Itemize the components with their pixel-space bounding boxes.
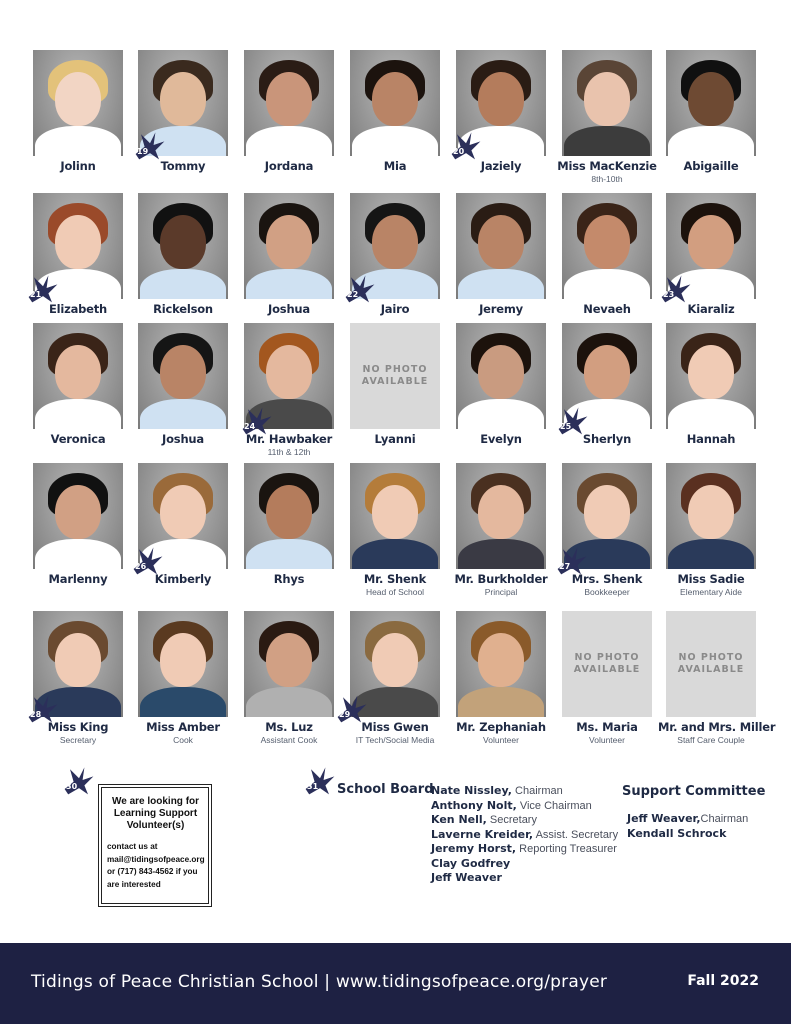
no-photo-placeholder (666, 611, 756, 717)
no-photo-label: NO PHOTO AVAILABLE (573, 652, 641, 675)
person-card (658, 463, 764, 597)
person-name: Kiaraliz (687, 302, 735, 316)
person-name: Jairo (380, 302, 410, 316)
person-card (448, 611, 554, 745)
person-name: Sherlyn (582, 432, 632, 446)
person-role: Principal (484, 587, 518, 597)
portrait-face (372, 633, 418, 687)
day-number: 26 (135, 562, 147, 571)
footer-school-url: Tidings of Peace Christian School | www.tidingsofpeace.org/prayer (31, 972, 608, 992)
member-row (431, 828, 618, 843)
person-role: Head of School (365, 587, 425, 597)
person-card (448, 463, 554, 597)
member-row (627, 827, 748, 842)
day-number: 29 (339, 710, 351, 719)
portrait-face (478, 345, 524, 399)
member-name: Nate Nissley, (431, 784, 512, 797)
person-name: Jordana (264, 159, 314, 173)
portrait-shirt (140, 399, 226, 429)
portrait-photo (350, 463, 440, 569)
dove-icon (302, 762, 338, 798)
portrait-face (584, 72, 630, 126)
day-number: 24 (244, 422, 256, 431)
person-name: Miss King (47, 720, 109, 734)
volunteer-heading: We are looking for Learning Support Volunteer(s) (111, 796, 200, 831)
person-name: Joshua (268, 302, 310, 316)
person-role: Assistant Cook (260, 735, 318, 745)
day-number: 30 (66, 782, 78, 791)
person-card (130, 323, 236, 446)
member-row (431, 857, 618, 872)
portrait-shirt (140, 269, 226, 299)
contact-line: are interested (107, 879, 161, 889)
portrait-face (160, 72, 206, 126)
portrait-face (266, 485, 312, 539)
portrait-photo (456, 611, 546, 717)
member-name: Jeff Weaver (431, 871, 502, 884)
member-name: Laverne Kreider, (431, 827, 534, 841)
person-name: Mr. Shenk (363, 572, 427, 586)
person-name: Elizabeth (48, 302, 108, 316)
person-card (658, 323, 764, 446)
person-card (658, 611, 776, 745)
portrait-face (160, 345, 206, 399)
portrait-shirt (564, 269, 650, 299)
dove-icon (61, 762, 97, 798)
portrait-face (55, 633, 101, 687)
person-card (236, 50, 342, 173)
portrait-shirt (246, 269, 332, 299)
footer-banner (0, 943, 791, 1024)
person-name: Miss MacKenzie (557, 159, 657, 173)
person-name: Hannah (686, 432, 736, 446)
portrait-shirt (246, 539, 332, 569)
day-number: 31 (307, 782, 319, 791)
portrait-shirt (352, 539, 438, 569)
portrait-shirt (35, 539, 121, 569)
member-name: Jeremy Horst, (431, 842, 517, 855)
footer-date: Fall 2022 (687, 973, 759, 989)
person-card (25, 50, 131, 173)
portrait-photo (562, 193, 652, 299)
person-role: IT Tech/Social Media (355, 735, 435, 745)
portrait-face (478, 72, 524, 126)
person-card (236, 193, 342, 316)
person-card (25, 323, 131, 446)
support-committee-title: Support Committee (622, 784, 766, 799)
portrait-face (688, 485, 734, 539)
portrait-photo (456, 463, 546, 569)
portrait-face (266, 633, 312, 687)
person-name: Rickelson (153, 302, 213, 316)
person-role: 8th-10th (591, 174, 623, 184)
day-number: 25 (560, 422, 572, 431)
dove-icon (130, 542, 166, 578)
person-card (448, 193, 554, 316)
person-card (236, 611, 342, 745)
portrait-face (55, 72, 101, 126)
member-role: Chairman (511, 785, 563, 797)
portrait-photo (138, 323, 228, 429)
person-name: Mia (383, 159, 407, 173)
person-name: Mr. Burkholder (454, 572, 548, 586)
dove-icon (132, 127, 168, 163)
portrait-face (584, 215, 630, 269)
person-name: Rhys (273, 572, 305, 586)
person-name: Jeremy (479, 302, 523, 316)
portrait-face (688, 72, 734, 126)
member-role: Assist. Secretary (533, 828, 619, 841)
dove-icon (25, 690, 61, 726)
portrait-face (55, 215, 101, 269)
portrait-shirt (458, 399, 544, 429)
portrait-photo (244, 463, 334, 569)
dove-icon (25, 270, 61, 306)
person-name: Nevaeh (583, 302, 631, 316)
member-row (431, 813, 618, 828)
person-card (25, 463, 131, 586)
dove-icon (239, 402, 275, 438)
portrait-photo (456, 193, 546, 299)
person-role: 11th & 12th (267, 447, 311, 457)
portrait-photo (138, 193, 228, 299)
dove-icon (342, 270, 378, 306)
contact-email: mail@tidingsofpeace.org (107, 854, 205, 864)
portrait-photo (666, 50, 756, 156)
day-number: 20 (453, 147, 465, 156)
volunteer-callout (98, 784, 212, 907)
portrait-photo (33, 463, 123, 569)
day-number: 28 (30, 710, 42, 719)
portrait-photo (350, 50, 440, 156)
portrait-photo (456, 323, 546, 429)
person-role: Volunteer (589, 735, 625, 745)
day-number: 27 (559, 562, 571, 571)
portrait-shirt (35, 126, 121, 156)
person-name: Miss Gwen (361, 720, 429, 734)
person-name: Tommy (160, 159, 206, 173)
portrait-face (584, 485, 630, 539)
portrait-shirt (668, 126, 754, 156)
portrait-shirt (668, 399, 754, 429)
portrait-face (266, 72, 312, 126)
portrait-shirt (458, 539, 544, 569)
person-name: Kimberly (154, 572, 212, 586)
person-name: Marlenny (48, 572, 108, 586)
portrait-shirt (458, 687, 544, 717)
portrait-photo (562, 50, 652, 156)
member-row (627, 812, 748, 827)
portrait-face (372, 485, 418, 539)
person-name: Miss Amber (146, 720, 220, 734)
person-name: Ms. Luz (265, 720, 313, 734)
portrait-face (266, 345, 312, 399)
dove-icon (554, 542, 590, 578)
portrait-photo (666, 323, 756, 429)
portrait-photo (666, 463, 756, 569)
person-card (130, 193, 236, 316)
person-card (448, 323, 554, 446)
portrait-face (55, 485, 101, 539)
contact-phone: or (717) 843-4562 if you (107, 867, 198, 876)
person-name: Evelyn (480, 432, 522, 446)
portrait-photo (244, 193, 334, 299)
day-number: 23 (663, 290, 675, 299)
person-card (236, 463, 342, 586)
portrait-face (478, 485, 524, 539)
no-photo-placeholder (562, 611, 652, 717)
portrait-face (372, 72, 418, 126)
portrait-photo (33, 50, 123, 156)
portrait-shirt (246, 687, 332, 717)
member-name: Kendall Schrock (627, 826, 727, 840)
portrait-photo (33, 323, 123, 429)
no-photo-placeholder (350, 323, 440, 429)
portrait-shirt (140, 687, 226, 717)
person-name: Mrs. Shenk (571, 572, 643, 586)
person-role: Volunteer (483, 735, 519, 745)
member-role: Secretary (486, 814, 537, 826)
person-name: Joshua (162, 432, 204, 446)
person-card (658, 50, 764, 173)
person-card (342, 50, 448, 173)
member-role: Chairman (700, 813, 749, 825)
portrait-face (160, 215, 206, 269)
person-card (342, 323, 448, 446)
member-name: Jeff Weaver, (627, 812, 701, 825)
no-photo-label: NO PHOTO AVAILABLE (361, 364, 429, 387)
person-role: Secretary (59, 735, 97, 745)
person-card (554, 193, 660, 316)
member-row (431, 799, 618, 814)
portrait-shirt (246, 126, 332, 156)
person-card (130, 611, 236, 745)
dove-icon (555, 402, 591, 438)
dove-icon (658, 270, 694, 306)
volunteer-contact (107, 841, 204, 891)
member-row (431, 784, 618, 799)
person-name: Jolinn (60, 159, 96, 173)
person-card (342, 463, 448, 597)
member-name: Ken Nell, (431, 813, 487, 826)
member-row (431, 842, 618, 857)
portrait-shirt (35, 399, 121, 429)
day-number: 21 (30, 290, 42, 299)
person-name: Mr. and Mrs. Miller (658, 720, 776, 734)
person-name: Lyanni (374, 432, 416, 446)
person-role: Elementary Aide (680, 587, 742, 597)
portrait-face (160, 633, 206, 687)
dove-icon (334, 690, 370, 726)
portrait-face (688, 345, 734, 399)
portrait-face (55, 345, 101, 399)
support-committee-list (627, 812, 748, 841)
portrait-photo (244, 611, 334, 717)
person-name: Abigaille (683, 159, 739, 173)
person-name: Ms. Maria (576, 720, 638, 734)
person-card (554, 50, 660, 184)
person-name: Veronica (50, 432, 106, 446)
portrait-shirt (564, 126, 650, 156)
portrait-face (584, 345, 630, 399)
person-role: Cook (173, 735, 193, 745)
portrait-face (266, 215, 312, 269)
portrait-face (372, 215, 418, 269)
member-role: Vice Chairman (516, 799, 592, 812)
person-name: Jaziely (480, 159, 522, 173)
portrait-face (160, 485, 206, 539)
person-role: Bookkeeper (584, 587, 630, 597)
portrait-shirt (668, 539, 754, 569)
school-board-list (431, 784, 618, 886)
person-name: Mr. Zephaniah (456, 720, 546, 734)
member-role: Reporting Treasurer (516, 843, 617, 855)
person-role: Staff Care Couple (677, 735, 745, 745)
school-board-title: School Board (337, 782, 434, 797)
contact-line: contact us at (107, 842, 158, 851)
person-card (554, 611, 660, 745)
day-number: 19 (137, 147, 149, 156)
portrait-face (688, 215, 734, 269)
person-name: Miss Sadie (677, 572, 745, 586)
person-name: Mr. Hawbaker (245, 432, 333, 446)
portrait-shirt (458, 269, 544, 299)
portrait-photo (138, 611, 228, 717)
member-row (431, 871, 618, 886)
portrait-face (478, 215, 524, 269)
portrait-photo (244, 50, 334, 156)
portrait-face (478, 633, 524, 687)
dove-icon (448, 127, 484, 163)
no-photo-label: NO PHOTO AVAILABLE (677, 652, 745, 675)
portrait-shirt (352, 126, 438, 156)
day-number: 22 (347, 290, 359, 299)
member-name: Clay Godfrey (431, 856, 511, 870)
member-name: Anthony Nolt, (431, 798, 517, 812)
